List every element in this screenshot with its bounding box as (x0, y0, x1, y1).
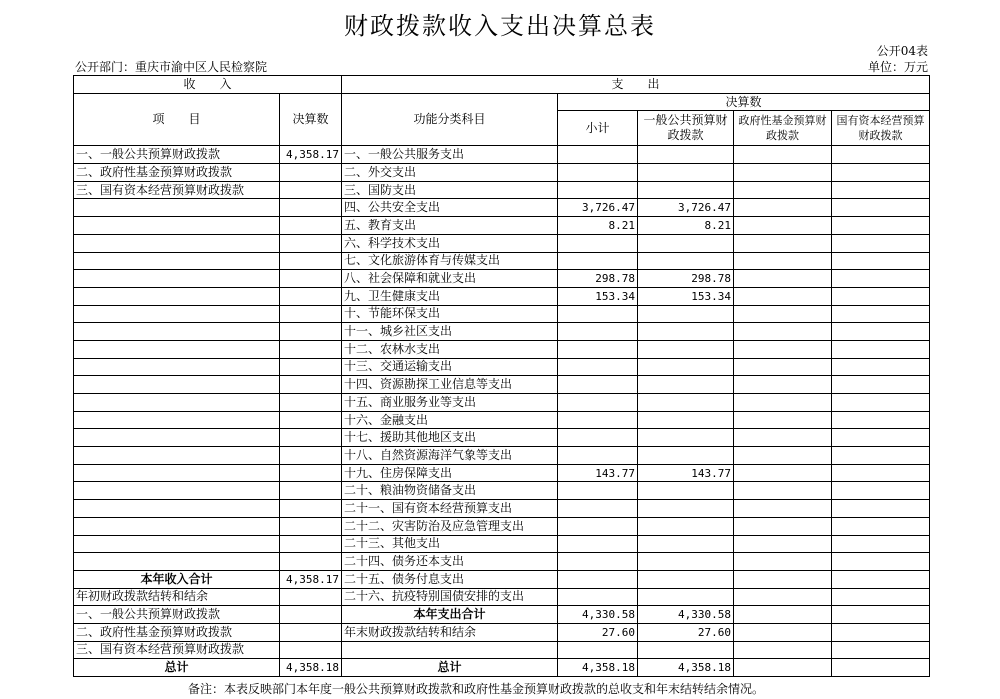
state-capital-cell (832, 464, 930, 482)
income-amount-cell (280, 181, 342, 199)
table-row (74, 376, 930, 394)
income-amount-cell (280, 340, 342, 358)
state-capital-cell (832, 164, 930, 182)
subtotal-cell (558, 588, 638, 606)
table-row (74, 517, 930, 535)
subtotal-cell (558, 146, 638, 164)
subtotal-cell (558, 376, 638, 394)
fund-budget-cell (734, 358, 832, 376)
fund-budget-cell (734, 234, 832, 252)
final-amount-header: 决算数 (558, 93, 930, 111)
income-amount-cell (280, 623, 342, 641)
function-category-cell: 三、国防支出 (342, 181, 558, 199)
income-amount-cell (280, 199, 342, 217)
function-category-cell: 八、社会保障和就业支出 (342, 270, 558, 288)
fund-budget-cell (734, 252, 832, 270)
table-row (74, 270, 930, 288)
general-budget-cell (638, 340, 734, 358)
function-category-cell: 一、一般公共服务支出 (342, 146, 558, 164)
state-capital-header: 国有资本经营预算财政拨款 (832, 111, 930, 146)
function-category-cell: 十五、商业服务业等支出 (342, 394, 558, 412)
subtotal-cell (558, 482, 638, 500)
subtotal-cell: 3,726.47 (558, 199, 638, 217)
table-row (74, 553, 930, 571)
general-budget-cell: 8.21 (638, 217, 734, 235)
fund-budget-cell (734, 570, 832, 588)
income-amount-cell: 4,358.18 (280, 659, 342, 677)
income-item-cell: 二、政府性基金预算财政拨款 (74, 623, 280, 641)
fund-budget-cell (734, 659, 832, 677)
table-row (74, 323, 930, 341)
general-budget-cell (638, 234, 734, 252)
fund-budget-cell (734, 500, 832, 518)
function-category-cell: 五、教育支出 (342, 217, 558, 235)
income-amount-cell (280, 641, 342, 659)
table-row (74, 340, 930, 358)
income-item-cell: 三、国有资本经营预算财政拨款 (74, 641, 280, 659)
income-item-cell: 一、一般公共预算财政拨款 (74, 606, 280, 624)
income-amount-cell (280, 376, 342, 394)
state-capital-cell (832, 553, 930, 571)
subtotal-cell (558, 500, 638, 518)
income-item-cell (74, 217, 280, 235)
income-amount-cell (280, 411, 342, 429)
general-budget-cell (638, 570, 734, 588)
income-item-cell (74, 447, 280, 465)
page-title: 财政拨款收入支出决算总表 (344, 12, 656, 40)
state-capital-cell (832, 411, 930, 429)
general-budget-cell (638, 164, 734, 182)
summary-table (73, 75, 930, 677)
function-category-cell: 年末财政拨款结转和结余 (342, 623, 558, 641)
income-amount-cell (280, 217, 342, 235)
income-item-cell: 一、一般公共预算财政拨款 (74, 146, 280, 164)
income-item-cell (74, 482, 280, 500)
general-budget-cell (638, 553, 734, 571)
general-budget-cell (638, 500, 734, 518)
subtotal-cell (558, 535, 638, 553)
fund-budget-cell (734, 464, 832, 482)
general-budget-cell: 143.77 (638, 464, 734, 482)
table-row (74, 500, 930, 518)
function-category-cell: 二十三、其他支出 (342, 535, 558, 553)
income-item-cell: 三、国有资本经营预算财政拨款 (74, 181, 280, 199)
subtotal-cell: 153.34 (558, 287, 638, 305)
table-row (74, 394, 930, 412)
income-item-cell (74, 553, 280, 571)
fund-budget-cell (734, 270, 832, 288)
function-category-cell: 二十二、灾害防治及应急管理支出 (342, 517, 558, 535)
table-row (74, 252, 930, 270)
function-category-cell: 二十六、抗疫特别国债安排的支出 (342, 588, 558, 606)
function-category-cell: 十八、自然资源海洋气象等支出 (342, 447, 558, 465)
general-budget-cell (638, 482, 734, 500)
subtotal-cell (558, 411, 638, 429)
table-row (74, 464, 930, 482)
state-capital-cell (832, 659, 930, 677)
function-category-cell: 总计 (342, 659, 558, 677)
state-capital-cell (832, 287, 930, 305)
income-item-cell (74, 411, 280, 429)
income-amount-cell (280, 323, 342, 341)
income-item-cell (74, 287, 280, 305)
subtotal-cell: 27.60 (558, 623, 638, 641)
general-budget-cell: 4,358.18 (638, 659, 734, 677)
income-item-cell (74, 464, 280, 482)
fund-budget-cell (734, 394, 832, 412)
income-item-cell (74, 199, 280, 217)
income-item-cell (74, 500, 280, 518)
general-budget-cell (638, 252, 734, 270)
income-amount-cell (280, 447, 342, 465)
general-budget-cell (638, 411, 734, 429)
income-item-cell (74, 517, 280, 535)
table-row (74, 146, 930, 164)
function-category-cell: 十七、援助其他地区支出 (342, 429, 558, 447)
income-item-cell (74, 358, 280, 376)
function-category-cell (342, 641, 558, 659)
general-budget-cell: 3,726.47 (638, 199, 734, 217)
table-row (74, 447, 930, 465)
state-capital-cell (832, 482, 930, 500)
state-capital-cell (832, 394, 930, 412)
fund-budget-cell (734, 305, 832, 323)
table-row (74, 181, 930, 199)
fund-budget-cell (734, 588, 832, 606)
income-item-cell (74, 305, 280, 323)
income-amount-cell (280, 287, 342, 305)
table-row (74, 199, 930, 217)
income-item-cell: 本年收入合计 (74, 570, 280, 588)
general-budget-cell (638, 146, 734, 164)
income-amount-cell (280, 553, 342, 571)
function-category-cell: 十六、金融支出 (342, 411, 558, 429)
state-capital-cell (832, 146, 930, 164)
fund-budget-header: 政府性基金预算财政拨款 (734, 111, 832, 146)
fund-budget-cell (734, 287, 832, 305)
income-header: 收 入 (74, 76, 342, 94)
fund-budget-cell (734, 323, 832, 341)
income-item-cell (74, 323, 280, 341)
fund-budget-cell (734, 606, 832, 624)
function-category-cell: 二十、粮油物资储备支出 (342, 482, 558, 500)
subtotal-cell (558, 553, 638, 571)
function-category-cell: 七、文化旅游体育与传媒支出 (342, 252, 558, 270)
table-row (74, 164, 930, 182)
income-amount-cell (280, 588, 342, 606)
income-item-cell (74, 252, 280, 270)
table-row (74, 305, 930, 323)
table-row (74, 606, 930, 624)
expense-header: 支 出 (342, 76, 930, 94)
state-capital-cell (832, 429, 930, 447)
income-amount-cell (280, 429, 342, 447)
fund-budget-cell (734, 517, 832, 535)
table-row (74, 217, 930, 235)
table-row (74, 429, 930, 447)
subtotal-cell (558, 447, 638, 465)
subtotal-cell (558, 323, 638, 341)
subtotal-cell (558, 164, 638, 182)
table-row (74, 535, 930, 553)
subtotal-header: 小计 (558, 111, 638, 146)
subtotal-cell: 4,330.58 (558, 606, 638, 624)
state-capital-cell (832, 323, 930, 341)
income-item-cell (74, 376, 280, 394)
income-amount-cell (280, 535, 342, 553)
income-item-cell (74, 535, 280, 553)
subtotal-cell (558, 252, 638, 270)
general-budget-header: 一般公共预算财政拨款 (638, 111, 734, 146)
income-amount-cell (280, 234, 342, 252)
fund-budget-cell (734, 641, 832, 659)
subtotal-cell (558, 429, 638, 447)
fund-budget-cell (734, 164, 832, 182)
table-row (74, 287, 930, 305)
income-amount-cell: 4,358.17 (280, 146, 342, 164)
table-row (74, 659, 930, 677)
fund-budget-cell (734, 146, 832, 164)
function-category-cell: 六、科学技术支出 (342, 234, 558, 252)
state-capital-cell (832, 234, 930, 252)
subtotal-cell (558, 181, 638, 199)
function-category-cell: 十三、交通运输支出 (342, 358, 558, 376)
function-category-cell: 十二、农林水支出 (342, 340, 558, 358)
general-budget-cell (638, 181, 734, 199)
state-capital-cell (832, 641, 930, 659)
function-category-cell: 二、外交支出 (342, 164, 558, 182)
function-category-cell: 二十五、债务付息支出 (342, 570, 558, 588)
function-category-cell: 十、节能环保支出 (342, 305, 558, 323)
income-item-cell (74, 234, 280, 252)
fund-budget-cell (734, 199, 832, 217)
state-capital-cell (832, 606, 930, 624)
income-item-cell (74, 270, 280, 288)
subtotal-cell: 4,358.18 (558, 659, 638, 677)
function-category-cell: 四、公共安全支出 (342, 199, 558, 217)
fund-budget-cell (734, 447, 832, 465)
subtotal-cell (558, 340, 638, 358)
table-row (74, 482, 930, 500)
income-amount-cell (280, 464, 342, 482)
table-row (74, 358, 930, 376)
function-category-cell: 九、卫生健康支出 (342, 287, 558, 305)
state-capital-cell (832, 217, 930, 235)
fund-budget-cell (734, 535, 832, 553)
function-category-cell: 本年支出合计 (342, 606, 558, 624)
general-budget-cell (638, 323, 734, 341)
function-category-cell: 十一、城乡社区支出 (342, 323, 558, 341)
fund-budget-cell (734, 181, 832, 199)
state-capital-cell (832, 447, 930, 465)
general-budget-cell (638, 358, 734, 376)
general-budget-cell: 153.34 (638, 287, 734, 305)
subtotal-cell (558, 305, 638, 323)
fund-budget-cell (734, 623, 832, 641)
general-budget-cell: 298.78 (638, 270, 734, 288)
income-amount-cell (280, 252, 342, 270)
table-row (74, 234, 930, 252)
general-budget-cell (638, 394, 734, 412)
income-amount-cell: 4,358.17 (280, 570, 342, 588)
income-item-cell: 总计 (74, 659, 280, 677)
general-budget-cell (638, 447, 734, 465)
state-capital-cell (832, 252, 930, 270)
state-capital-cell (832, 500, 930, 518)
subtotal-cell (558, 234, 638, 252)
fund-budget-cell (734, 217, 832, 235)
income-item-cell (74, 429, 280, 447)
state-capital-cell (832, 358, 930, 376)
table-row (74, 641, 930, 659)
general-budget-cell (638, 429, 734, 447)
table-row (74, 623, 930, 641)
general-budget-cell (638, 588, 734, 606)
state-capital-cell (832, 305, 930, 323)
general-budget-cell: 4,330.58 (638, 606, 734, 624)
department-label: 公开部门：重庆市渝中区人民检察院 (75, 60, 268, 74)
general-budget-cell: 27.60 (638, 623, 734, 641)
item-header: 项 目 (74, 93, 280, 146)
state-capital-cell (832, 181, 930, 199)
table-row (74, 570, 930, 588)
state-capital-cell (832, 376, 930, 394)
state-capital-cell (832, 570, 930, 588)
table-row (74, 411, 930, 429)
subtotal-cell (558, 394, 638, 412)
fund-budget-cell (734, 482, 832, 500)
state-capital-cell (832, 623, 930, 641)
general-budget-cell (638, 535, 734, 553)
subtotal-cell: 8.21 (558, 217, 638, 235)
income-item-cell (74, 340, 280, 358)
function-category-cell: 十九、住房保障支出 (342, 464, 558, 482)
income-amount-cell (280, 517, 342, 535)
fund-budget-cell (734, 553, 832, 571)
fund-budget-cell (734, 376, 832, 394)
income-item-cell: 年初财政拨款结转和结余 (74, 588, 280, 606)
unit-label: 单位：万元 (867, 60, 928, 74)
general-budget-cell (638, 376, 734, 394)
function-category-header: 功能分类科目 (342, 93, 558, 146)
income-item-cell: 二、政府性基金预算财政拨款 (74, 164, 280, 182)
fund-budget-cell (734, 411, 832, 429)
subtotal-cell: 143.77 (558, 464, 638, 482)
table-row (74, 588, 930, 606)
subtotal-cell: 298.78 (558, 270, 638, 288)
amount-header: 决算数 (280, 93, 342, 146)
income-amount-cell (280, 482, 342, 500)
form-number: 公开04表 (876, 44, 928, 58)
function-category-cell: 十四、资源勘探工业信息等支出 (342, 376, 558, 394)
fund-budget-cell (734, 340, 832, 358)
subtotal-cell (558, 358, 638, 376)
state-capital-cell (832, 199, 930, 217)
state-capital-cell (832, 517, 930, 535)
fund-budget-cell (734, 429, 832, 447)
subtotal-cell (558, 641, 638, 659)
general-budget-cell (638, 305, 734, 323)
footnote: 备注：本表反映部门本年度一般公共预算财政拨款和政府性基金预算财政拨款的总收支和年末结转结余情况。 (188, 682, 765, 696)
subtotal-cell (558, 517, 638, 535)
income-amount-cell (280, 606, 342, 624)
income-amount-cell (280, 394, 342, 412)
income-amount-cell (280, 305, 342, 323)
income-amount-cell (280, 164, 342, 182)
state-capital-cell (832, 535, 930, 553)
income-item-cell (74, 394, 280, 412)
general-budget-cell (638, 641, 734, 659)
income-amount-cell (280, 500, 342, 518)
general-budget-cell (638, 517, 734, 535)
income-amount-cell (280, 358, 342, 376)
subtotal-cell (558, 570, 638, 588)
state-capital-cell (832, 270, 930, 288)
state-capital-cell (832, 340, 930, 358)
state-capital-cell (832, 588, 930, 606)
function-category-cell: 二十一、国有资本经营预算支出 (342, 500, 558, 518)
income-amount-cell (280, 270, 342, 288)
function-category-cell: 二十四、债务还本支出 (342, 553, 558, 571)
